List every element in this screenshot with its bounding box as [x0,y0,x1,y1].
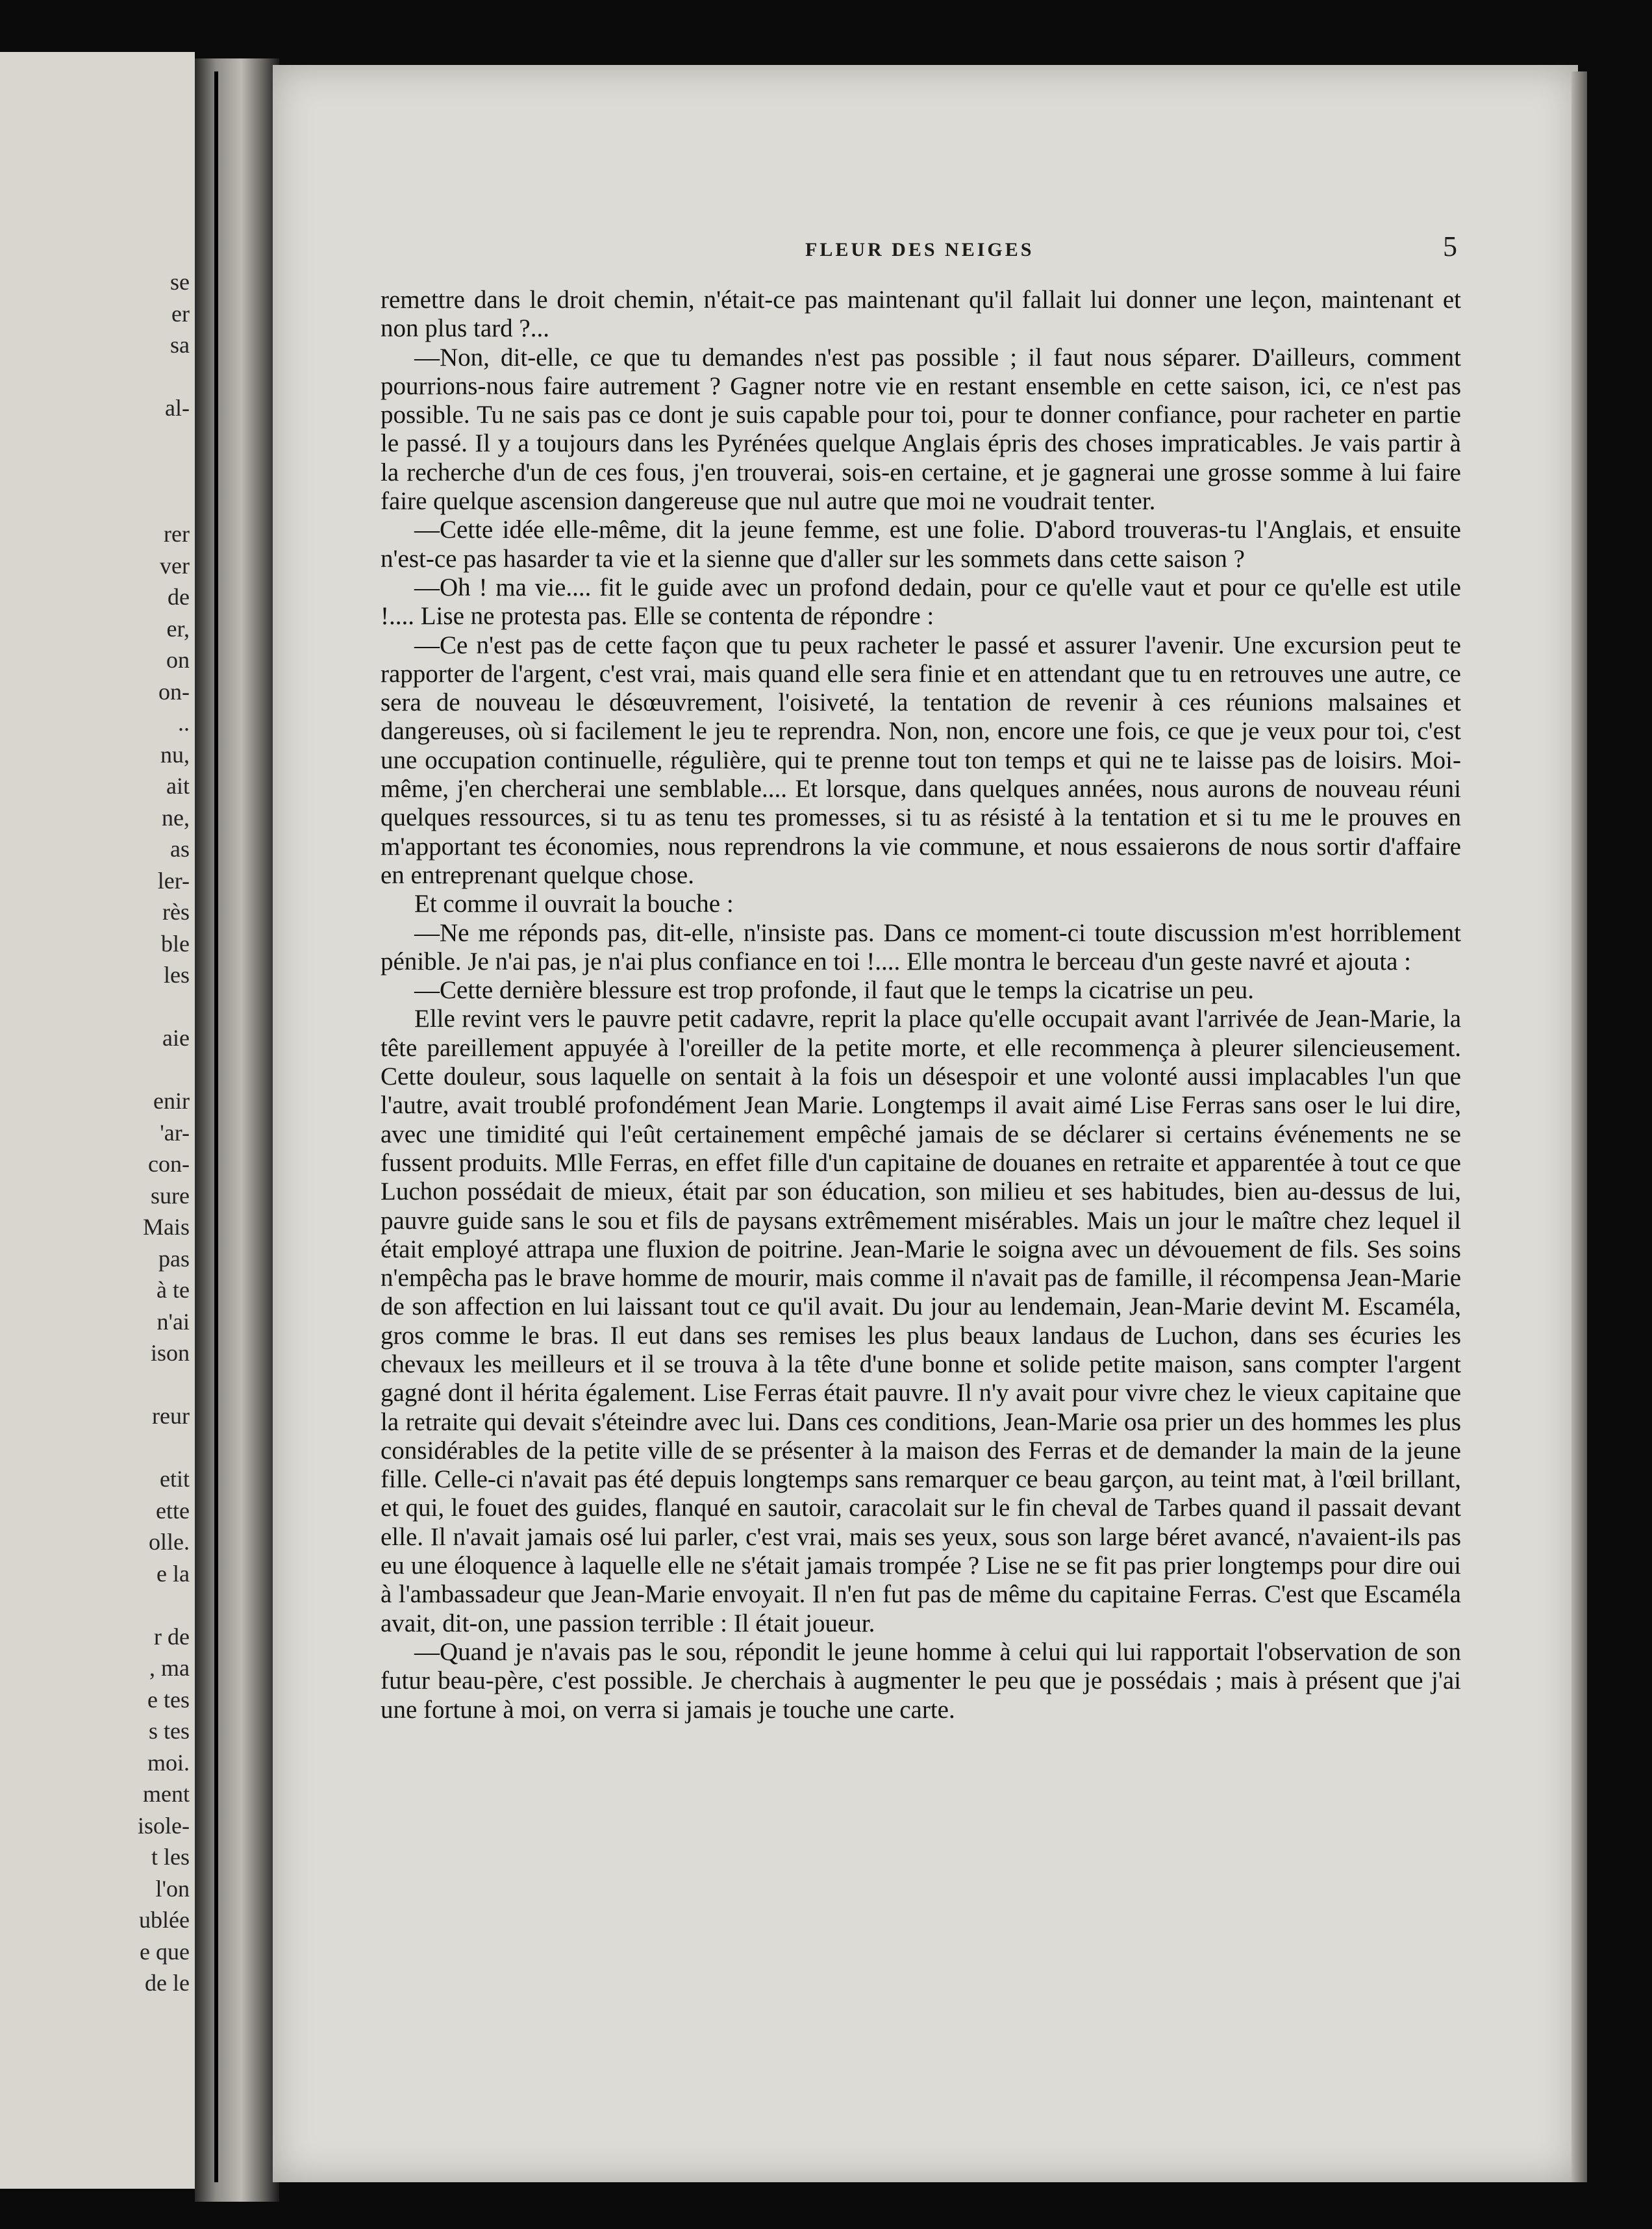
left-page-line: olle. [149,1529,190,1555]
left-page-line [92,1589,190,1621]
left-page-line: rer [164,521,190,547]
left-page-line: de [168,584,190,610]
left-page-line: aie [162,1025,190,1051]
left-page-line: er, [166,615,190,642]
left-page-line: n'ai [156,1308,190,1335]
left-page-line: se [170,269,190,295]
left-page-line: as [170,836,190,862]
left-page-line: on- [158,678,190,705]
left-page-line: 'ar- [160,1119,190,1146]
left-page-line: al- [165,395,190,421]
paragraph: —Cette dernière blessure est trop profonde, il faut que le temps la cicatrise un peu. [414,976,1255,1005]
paragraph: remettre dans le droit chemin, n'était-ce pas maintenant qu'il fallait lui donner une leçon, maintenant et non plus tard ?... [381,286,1461,343]
left-page-line: reur [152,1403,190,1429]
body-text [381,286,1461,1724]
left-page-line: , ma [149,1655,190,1681]
left-page-line [92,455,190,487]
left-page-line [92,424,190,456]
left-page-line: er [171,300,190,327]
left-page-line: l'on [155,1875,190,1902]
left-page-line: etit [160,1466,190,1492]
left-page-line: nu, [160,741,190,768]
left-page-line: rès [162,899,190,925]
left-page-line: ette [156,1497,190,1524]
paragraph: Elle revint vers le pauvre petit cadavre, reprit la place qu'elle occupait avant l'arrivée de Jean-Marie, la tête pareillement appuyée à l'oreiller de la petite morte, et elle recommença à pleurer silencieusement. Cette douleur, sous laquelle on sentait à la fois un désespoir et une volonté aussi implacables l'un que l'autre, avait troublé profondément Jean Marie. Longtemps il avait aimé Lise Ferras sans oser le lui dire, avec une timidité qui l'eût certainement empêché jamais de se déclarer si certains événements ne se fussent produits. Mlle Ferras, en effet fille d'un capitaine de douanes en retraite et apparentée à tout ce que Luchon possédait de mieux, était par son éducation, son milieu et ses habitudes, bien au-dessus de lui, pauvre guide sans le sou et fils de paysans extrêmement misérables. Mais un jour le maître chez lequel il était employé attrapa une fluxion de poitrine. Jean-Marie le soigna avec un dévouement de fils. Ses soins n'empêcha pas le brave homme de mourir, mais comme il n'avait pas de famille, il récompensa Jean-Marie de son affection en lui laissant tout ce qu'il avait. Du jour au lendemain, Jean-Marie devint M. Escaméla, gros comme le bras. Il eut dans ses remises les plus beaux landaus de Luchon, dans ses écuries les chevaux les meilleurs et il se trouva à la tête d'une bonne et solide petite maison, sans compter l'argent gagné dont il hérita également. Lise Ferras était pauvre. Il n'y avait pour vivre chez le vieux capitaine que la retraite qui devait s'éteindre avec lui. Dans ces conditions, Jean-Marie osa prier un des hommes les plus considérables de la petite ville de se présenter à la maison des Ferras et de demander la main de la jeune fille. Celle-ci n'avait pas été depuis longtemps sans remarquer ce beau garçon, au teint mat, à l'œil brillant, et qui, le fouet des guides, flanqué en sautoir, caracolait sur le fin cheval de Tarbes quand il passait devant elle. Il n'avait jamais osé lui parler, c'est vrai, mais ses yeux, sous son large béret avancé, n'avaient-ils pas eu une éloquence à laquelle elle ne s'était jamais trompée ? Lise ne se fit pas prier longtemps pour dire oui à l'ambassadeur que Jean-Marie envoyait. Il n'en fut pas de même du capitaine Ferras. C'est que Escaméla avait, dit-on, une passion terrible : Il était joueur. [381,1005,1461,1637]
left-page-line: ison [150,1340,190,1366]
left-page-line: t les [151,1844,190,1870]
page-number: 5 [1443,231,1457,262]
left-page-line: enir [153,1088,190,1114]
left-page-line [92,1432,190,1464]
left-page-line: les [164,962,190,988]
gutter-shadow-line [214,71,218,2182]
left-page-line: à te [156,1277,190,1303]
page-edge [1571,71,1587,2182]
left-page-line: on [166,647,190,673]
left-page-line: .. [178,710,190,736]
paragraph: —Ne me réponds pas, dit-elle, n'insiste pas. Dans ce moment-ci toute discussion m'est horriblement pénible. Je n'ai pas, je n'ai plus confiance en toi !.... Elle montra le berceau d'un geste navré et ajouta : [381,918,1461,976]
left-page-line: ler- [157,867,190,894]
left-page-line: ne, [162,804,190,831]
left-page-line: moi. [147,1749,190,1776]
left-page-line: pas [158,1245,190,1272]
left-page-line: ble [161,930,190,957]
left-page-line [92,361,190,393]
left-page-line: e tes [147,1686,190,1713]
paragraph: —Quand je n'avais pas le sou, répondit le jeune homme à celui qui lui rapportait l'observation de son futur beau-père, c'est possible. Je cherchais à augmenter le peu que je possédais ; mais à présent que j'ai une fortune à moi, on verra si jamais je touche une carte. [381,1637,1461,1724]
paragraph: —Ce n'est pas de cette façon que tu peux racheter le passé et assurer l'avenir. Une excursion peut te rapporter de l'argent, c'est vrai, mais quand elle sera finie et en attendant que tu en retrouves une autre, ce sera de nouveau le désœuvrement, l'oisiveté, la tentation de revenir à ces réunions malsaines et dangereuses, où si facilement le jeu te reprendra. Non, non, encore une fois, ce que je veux pour toi, c'est une occupation continuelle, régulière, qui te prenne tout ton temps et qui ne te laisse pas de loisirs. Moi-même, j'en chercherai une semblable.... Et lorsque, dans quelques années, nous aurons de nouveau réuni quelques ressources, si tu as tenu tes promesses, si tu as résisté à la tentation et si tu me le prouves en m'apportant tes économies, nous reprendrons la vie commune, et nous essaierons de nous sortir d'affaire en entreprenant quelque chose. [381,631,1461,889]
running-title: FLEUR DES NEIGES [805,239,1034,260]
left-page-line [92,487,190,519]
left-page-line: Mais [143,1214,190,1240]
left-page-line: ait [166,773,190,799]
left-page-line: isole- [138,1812,190,1839]
left-page-line: ublée [139,1907,190,1933]
left-page-line [92,1054,190,1086]
left-page-line: con- [148,1151,190,1177]
book-gutter [195,58,279,2202]
paragraph: —Cette idée elle-même, dit la jeune femme, est une folie. D'abord trouveras-tu l'Anglais, et ensuite n'est-ce pas hasarder ta vie et la sienne que d'aller sur les sommets dans cette saison ? [381,516,1461,573]
left-page-line: e que [140,1938,190,1965]
left-page-line [92,1369,190,1401]
paragraph: Et comme il ouvrait la bouche : [414,890,734,918]
left-page-text [92,266,190,1999]
left-page-line: ment [143,1781,190,1807]
left-page-line: ver [160,552,190,579]
paragraph: —Non, dit-elle, ce que tu demandes n'est pas possible ; il faut nous séparer. D'ailleurs, comment pourrions-nous faire autrement ? Gagner notre vie en restant ensemble en cette saison, ici, ce n'est pas possible. Tu ne sais pas ce dont je suis capable pour toi, pour te donner confiance, pour racheter en partie le passé. Il y a toujours dans les Pyrénées quelque Anglais épris des choses impraticables. Je vais partir à la recherche d'un de ces fous, j'en trouverai, sois-en certaine, et je gagnerai une grosse somme à lui faire faire quelque ascension dangereuse que nul autre que moi ne voudrait tenter. [381,343,1461,516]
left-page-line: r de [154,1623,190,1650]
left-page-line [92,991,190,1023]
left-page-line: e la [156,1560,190,1587]
left-page-fragment [0,52,195,2189]
paragraph: —Oh ! ma vie.... fit le guide avec un profond dedain, pour ce qu'elle vaut et pour ce qu'elle est utile !.... Lise ne protesta pas. Elle se contenta de répondre : [381,573,1461,631]
left-page-line: sa [170,332,190,358]
left-page-line: de le [145,1970,190,1996]
left-page-line: sure [151,1182,190,1209]
left-page-line: s tes [149,1718,190,1744]
